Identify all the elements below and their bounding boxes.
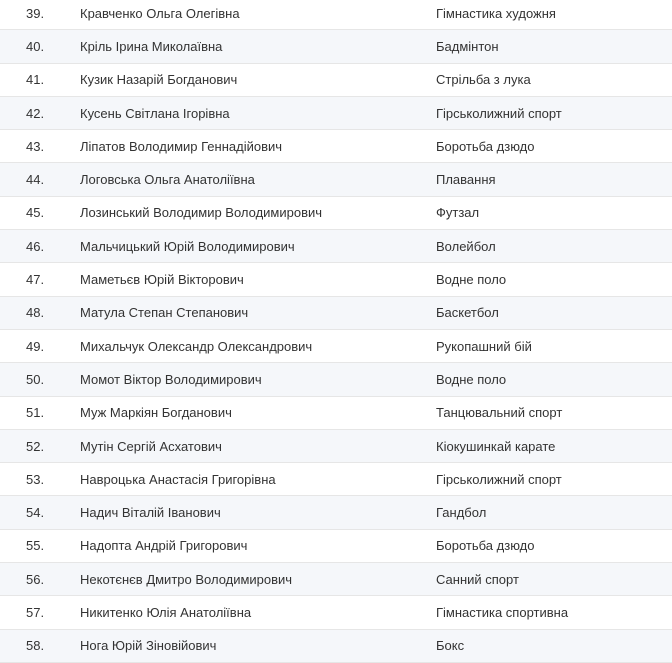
row-number: 54. xyxy=(26,505,45,521)
athlete-name: Кріль Ірина Миколаївна xyxy=(80,38,223,54)
row-number: 56. xyxy=(26,571,45,587)
sport-name: Футзал xyxy=(436,205,480,221)
athlete-name: Надопта Андрій Григорович xyxy=(80,538,248,554)
sport-name: Рукопашний бій xyxy=(436,338,532,354)
athlete-name: Надич Віталій Іванович xyxy=(80,505,221,521)
sport-name: Танцювальний спорт xyxy=(436,405,563,421)
row-number: 47. xyxy=(26,272,45,288)
table-row xyxy=(0,397,672,430)
table-row xyxy=(0,596,672,629)
row-number: 42. xyxy=(26,105,45,121)
table-row xyxy=(0,297,672,330)
sport-name: Гімнастика художня xyxy=(436,5,556,21)
sport-name: Санний спорт xyxy=(436,571,519,587)
table-row xyxy=(0,230,672,263)
table-row xyxy=(0,330,672,363)
sport-name: Волейбол xyxy=(436,238,496,254)
table-row xyxy=(0,263,672,296)
athlete-name: Мальчицький Юрій Володимирович xyxy=(80,238,295,254)
sport-name: Водне поло xyxy=(436,272,507,288)
table-row xyxy=(0,97,672,130)
athlete-name: Лозинський Володимир Володимирович xyxy=(80,205,323,221)
athlete-name: Михальчук Олександр Олександрович xyxy=(80,338,313,354)
row-number: 50. xyxy=(26,371,45,387)
athlete-name: Момот Віктор Володимирович xyxy=(80,371,262,387)
athlete-name: Кусень Світлана Ігорівна xyxy=(80,105,230,121)
row-number: 39. xyxy=(26,5,45,21)
sport-name: Стрільба з лука xyxy=(436,72,531,88)
row-number: 53. xyxy=(26,471,45,487)
sport-name: Бадмінтон xyxy=(436,38,499,54)
sport-name: Гандбол xyxy=(436,505,487,521)
athlete-name: Кравченко Ольга Олегівна xyxy=(80,5,240,21)
sport-name: Водне поло xyxy=(436,371,507,387)
row-number: 40. xyxy=(26,38,45,54)
table-row xyxy=(0,64,672,97)
table-row xyxy=(0,630,672,663)
sport-name: Боротьба дзюдо xyxy=(436,538,535,554)
sport-name: Гірськолижний спорт xyxy=(436,105,562,121)
athlete-name: Кузик Назарій Богданович xyxy=(80,72,238,88)
sport-name: Баскетбол xyxy=(436,305,499,321)
row-number: 41. xyxy=(26,72,45,88)
table-row xyxy=(0,530,672,563)
sport-name: Бокс xyxy=(436,638,465,654)
table-row xyxy=(0,563,672,596)
table-row xyxy=(0,463,672,496)
table-row xyxy=(0,130,672,163)
sport-name: Гірськолижний спорт xyxy=(436,471,562,487)
sport-name: Гімнастика спортивна xyxy=(436,604,569,620)
row-number: 44. xyxy=(26,172,45,188)
table-row xyxy=(0,430,672,463)
sport-name: Кіокушинкай карате xyxy=(436,438,556,454)
athlete-name: Муж Маркіян Богданович xyxy=(80,405,232,421)
table-row xyxy=(0,363,672,396)
table-row xyxy=(0,496,672,529)
row-number: 46. xyxy=(26,238,45,254)
row-number: 51. xyxy=(26,405,45,421)
athlete-name: Ліпатов Володимир Геннадійович xyxy=(80,138,283,154)
table-row xyxy=(0,197,672,230)
table-row xyxy=(0,0,672,30)
row-number: 49. xyxy=(26,338,45,354)
row-number: 58. xyxy=(26,638,45,654)
athlete-name: Некотєнєв Дмитро Володимирович xyxy=(80,571,293,587)
row-number: 57. xyxy=(26,604,45,620)
row-number: 52. xyxy=(26,438,45,454)
row-number: 48. xyxy=(26,305,45,321)
athlete-name: Никитенко Юлія Анатоліївна xyxy=(80,604,252,620)
athlete-name: Логовська Ольга Анатоліївна xyxy=(80,172,255,188)
row-number: 43. xyxy=(26,138,45,154)
athlete-name: Мутін Сергій Асхатович xyxy=(80,438,222,454)
sport-name: Боротьба дзюдо xyxy=(436,138,535,154)
row-number: 45. xyxy=(26,205,45,221)
row-number: 55. xyxy=(26,538,45,554)
sport-name: Плавання xyxy=(436,172,496,188)
table-row xyxy=(0,30,672,63)
athlete-name: Навроцька Анастасія Григорівна xyxy=(80,471,276,487)
table-row xyxy=(0,163,672,196)
athlete-name: Матула Степан Степанович xyxy=(80,305,249,321)
athlete-name: Нога Юрій Зіновійович xyxy=(80,638,217,654)
athlete-name: Маметьєв Юрій Вікторович xyxy=(80,272,244,288)
